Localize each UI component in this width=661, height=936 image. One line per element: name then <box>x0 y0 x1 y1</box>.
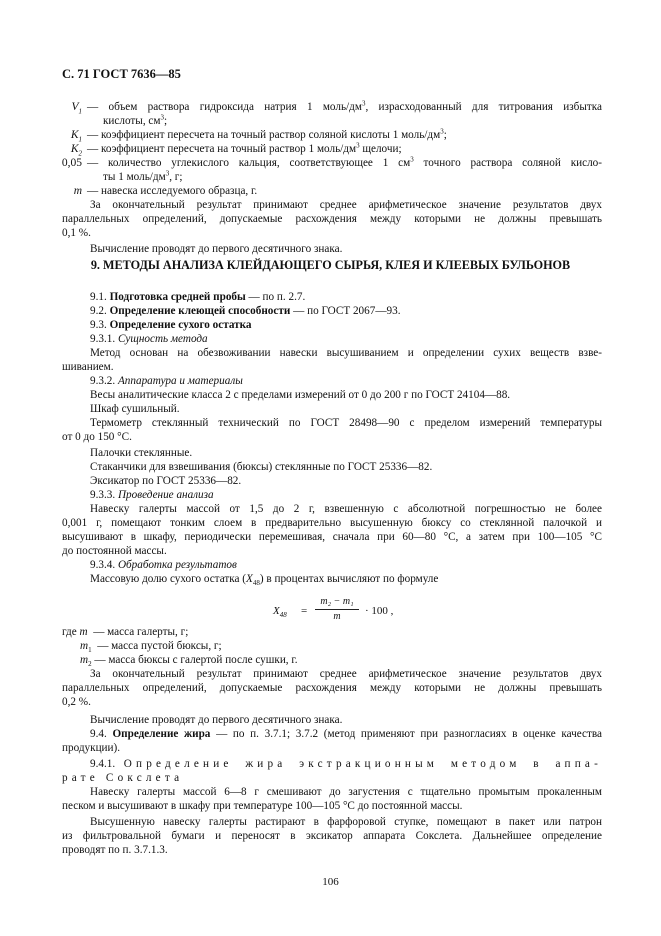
equipment-item: Термометр стеклянный технический по ГОСТ 28498—90 с пределом измерений температуры <box>90 417 602 429</box>
page-header: С. 71 ГОСТ 7636—85 <box>62 67 181 81</box>
where-item: $m_2$ — масса бюксы с галертой после сушки, г. <box>80 654 298 669</box>
clause-9-1: 9.1. Подготовка средней пробы — по п. 2.7. <box>90 291 306 303</box>
clause-text: проводят по п. 3.7.1.3. <box>62 844 168 856</box>
clause-9-4: 9.4. Определение жира — по п. 3.7.1; 3.7.2 (метод применяют при разногласиях в оценке качества <box>90 728 602 740</box>
calc-note: Вычисление проводят до первого десятичного знака. <box>90 714 343 726</box>
formula-multiplier: · 100 , <box>365 605 394 617</box>
clause-9-2: 9.2. Определение клеющей способности — по ГОСТ 2067—93. <box>90 305 401 317</box>
clause-text: Навеску галерты массой 6—8 г смешивают до загустения с тщательно промытым прокаленным <box>90 786 602 798</box>
formula-equals: = <box>301 605 308 617</box>
clause-9-3-1: 9.3.1. Сущность метода <box>90 333 208 345</box>
where-item: где m — масса галерты, г; <box>62 626 189 638</box>
definition-text: — коэффициент пересчета на точный раствор соляной кислоты 1 моль/$дм^3$; <box>87 127 447 141</box>
calc-note: Вычисление проводят до первого десятичного знака. <box>90 243 343 255</box>
clause-9-3: 9.3. Определение сухого остатка <box>90 319 252 331</box>
clause-9-4-1: 9.4.1. Определение жира экстракционным методом в аппа- <box>90 758 602 770</box>
equipment-item: Эксикатор по ГОСТ 25336—82. <box>90 475 242 487</box>
definition-text: — коэффициент пересчета на точный раствор 1 моль/$дм^3$ щелочи; <box>87 141 402 155</box>
definition-text: — навеска исследуемого образца, г. <box>87 185 258 197</box>
result-paragraph-line: параллельных определений, допускаемые расхождения между которыми не должны превышать <box>62 213 602 225</box>
clause-text: высушивают в шкафу, периодически перемешивая, сначала при 60—80 °С, а затем при 100—105 °С <box>62 531 602 543</box>
clause-text: продукции). <box>62 742 121 754</box>
definition-symbol: 0,05 <box>61 157 82 169</box>
equipment-item: Палочки стеклянные. <box>90 447 193 459</box>
result-paragraph-line: За окончательный результат принимают среднее арифметическое значение результатов двух <box>90 668 602 680</box>
clause-text: шиванием. <box>62 361 114 373</box>
definition-text: кислоты, $см^3$; <box>103 113 168 127</box>
clause-text: Массовую долю сухого остатка $(X_{48})$ в процентах вычисляют по формуле <box>90 573 439 588</box>
result-paragraph-line: За окончательный результат принимают среднее арифметическое значение результатов двух <box>90 199 602 211</box>
where-item: $m_1$ — масса пустой бюксы, г; <box>80 640 222 655</box>
clause-text: 0,001 г, помещают тонким слоем в предварительно высушенную бюксу со стеклянной палочкой и <box>62 517 602 529</box>
section-heading: 9. МЕТОДЫ АНАЛИЗА КЛЕЙДАЮЩЕГО СЫРЬЯ, КЛЕЯ И КЛЕЕВЫХ БУЛЬОНОВ <box>90 258 571 272</box>
equipment-item: Шкаф сушильный. <box>90 403 180 415</box>
definition-text: ты 1 моль/$дм^3$, г; <box>103 169 183 183</box>
result-paragraph-line: 0,1 %. <box>62 227 91 239</box>
clause-9-4-1-title: рате Сокслета <box>62 772 184 784</box>
definition-symbol: $K_2$ <box>70 143 82 158</box>
clause-text: Метод основан на обезвоживании навески высушиванием и определении сухих веществ взве- <box>90 347 602 359</box>
formula-denominator: m <box>333 611 341 622</box>
definition-text: — количество углекислого кальция, соответствующее 1 $см^3$ точного раствора соляной кисло- <box>87 155 602 169</box>
definition-symbol: $K_1$ <box>70 129 82 144</box>
clause-9-3-3: 9.3.3. Проведение анализа <box>90 489 214 501</box>
clause-text: до постоянной массы. <box>62 545 167 557</box>
formula-fraction <box>315 596 359 623</box>
formula-numerator: m₂ − m₁ <box>320 596 354 607</box>
clause-text: Навеску галерты массой от 1,5 до 2 г, взвешенную с абсолютной погрешностью не более <box>90 503 602 515</box>
result-paragraph-line: параллельных определений, допускаемые расхождения между которыми не должны превышать <box>62 682 602 694</box>
definition-symbol: m <box>73 185 82 197</box>
equipment-item: Стаканчики для взвешивания (бюксы) стеклянные по ГОСТ 25336—82. <box>90 461 433 473</box>
fraction-bar <box>315 609 359 610</box>
clause-9-3-2: 9.3.2. Аппаратура и материалы <box>90 375 243 387</box>
clause-9-3-4: 9.3.4. Обработка результатов <box>90 559 237 571</box>
clause-text: из фильтровальной бумаги и переносят в эксикатор аппарата Сокслета. Дальнейшее определение <box>62 830 602 842</box>
clause-text: песком и высушивают в шкафу при температуре 100—105 °С до постоянной массы. <box>62 800 463 812</box>
equipment-item: Весы аналитические класса 2 с пределами измерений от 0 до 200 г по ГОСТ 24104—88. <box>90 389 511 401</box>
page-number: 106 <box>322 876 339 888</box>
definition-text: — объем раствора гидроксида натрия 1 моль/$дм^3$, израсходованный для титрования избытка <box>87 99 602 113</box>
definition-symbol: $V_1$ <box>71 101 82 116</box>
result-paragraph-line: 0,2 %. <box>62 696 91 708</box>
clause-text: Высушенную навеску галерты растирают в фарфоровой ступке, помещают в пакет или патрон <box>90 816 602 828</box>
equipment-item: от 0 до 150 °С. <box>62 431 132 443</box>
formula-lhs: $X_{48}$ <box>273 605 287 620</box>
